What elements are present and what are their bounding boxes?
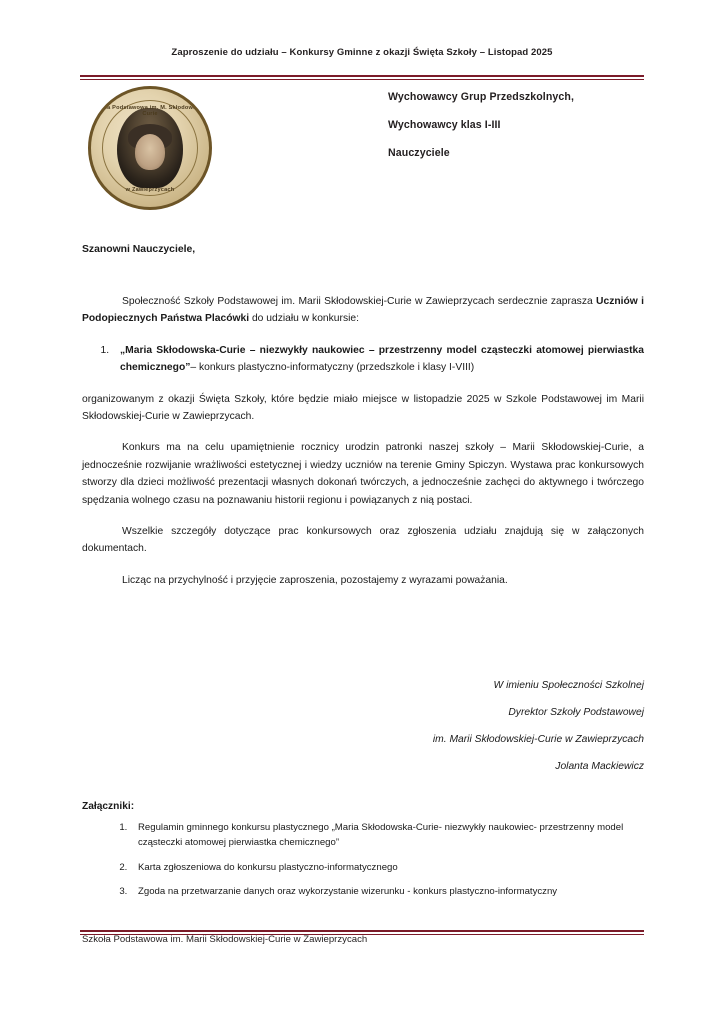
list-item: 3. Zgoda na przetwarzanie danych oraz wykorzystanie wizerunku - konkurs plastyczno-informatyczny xyxy=(130,884,670,899)
logo-text-top: Szkoła Podstawowa im. M. Skłodowskiej-Curie xyxy=(91,105,209,117)
header-rule-thin xyxy=(80,79,644,80)
contest-list-item xyxy=(112,342,644,377)
logo-portrait-face xyxy=(135,134,165,170)
signature-line-2: Dyrektor Szkoły Podstawowej xyxy=(508,707,644,718)
document-body xyxy=(82,244,644,603)
addressee-line-1: Wychowawcy Grup Przedszkolnych, xyxy=(388,91,574,103)
list-item: 2. Karta zgłoszeniowa do konkursu plastyczno-informatycznego xyxy=(130,860,670,875)
attachments-title: Załączniki: xyxy=(82,801,135,812)
attachments-list xyxy=(100,820,670,909)
logo-text-bottom: w Zawieprzycach xyxy=(125,187,175,193)
intro-text-1: Społeczność Szkoły Podstawowej im. Marii Skłodowskiej-Curie w Zawieprzycach serdecznie zaprasza xyxy=(122,296,597,307)
addressee-line-2: Wychowawcy klas I-III xyxy=(388,119,501,131)
document-footer-text: Szkoła Podstawowa im. Marii Skłodowskiej-Curie w Zawieprzycach xyxy=(82,934,368,945)
contest-title-bold: „Maria Skłodowska-Curie – niezwykły naukowiec – przestrzenny model cząsteczki atomowej pierwiastka chemicznego” xyxy=(120,344,644,374)
addressee-line-3: Nauczyciele xyxy=(388,147,450,159)
intro-text-bold: Uczniów i Podopiecznych Państwa Placówki xyxy=(82,296,644,325)
document-header-title: Zaproszenie do udziału – Konkursy Gminne z okazji Święta Szkoły – Listopad 2025 xyxy=(171,47,553,58)
footer-rule-thick xyxy=(80,930,644,932)
school-logo xyxy=(88,86,212,210)
intro-text-2: do udziału w konkursie: xyxy=(249,313,359,325)
intro-paragraph xyxy=(82,293,644,328)
contest-list xyxy=(82,342,644,377)
details-paragraph: Wszelkie szczegóły dotyczące prac konkursowych oraz zgłoszenia udziału znajdują się w załączonych dokumentach. xyxy=(82,526,644,555)
salutation: Szanowni Nauczyciele, xyxy=(82,244,196,255)
signature-line-3: im. Marii Skłodowskiej-Curie w Zawieprzycach xyxy=(432,734,644,745)
contest-title-rest: – konkurs plastyczno-informatyczny (przedszkole i klasy I-VIII) xyxy=(190,362,475,374)
organized-paragraph: organizowanym z okazji Święta Szkoły, które będzie miało miejsce w listopadzie 2025 w Szkole Podstawowej im Marii Skłodowskiej-Curie w Zawieprzycach. xyxy=(82,393,644,423)
signature-block xyxy=(300,680,644,788)
goal-paragraph: Konkurs ma na celu upamiętnienie rocznicy urodzin patronki naszej szkoły – Marii Skłodowskiej-Curie, a jednocześnie rozwijanie wrażliwości estetycznej i wiedzy uczniów na terenie Gminy Spiczyn. Wystawa prac konkursowych stworzy dla dzieci możliwość prezentacji własnych dokonań twórczych, a jednocześnie zachęci do aktywnego i twórczego spędzania wolnego czasu na poznawaniu historii regionu i powiązanych z nią postaci. xyxy=(82,442,644,506)
list-item: 1. Regulamin gminnego konkursu plastycznego „Maria Skłodowska-Curie- niezwykły naukowiec- przestrzenny model cząsteczki atomowej pierwiastka chemicznego” xyxy=(130,820,670,851)
logo-portrait-icon xyxy=(117,108,183,188)
header-rule-thick xyxy=(80,75,644,77)
closing-paragraph: Licząc na przychylność i przyjęcie zaproszenia, pozostajemy z wyrazami poważania. xyxy=(122,574,508,586)
signature-name: Jolanta Mackiewicz xyxy=(555,761,644,772)
signature-line-1: W imieniu Społeczności Szkolnej xyxy=(493,680,644,691)
addressee-block xyxy=(388,91,688,175)
